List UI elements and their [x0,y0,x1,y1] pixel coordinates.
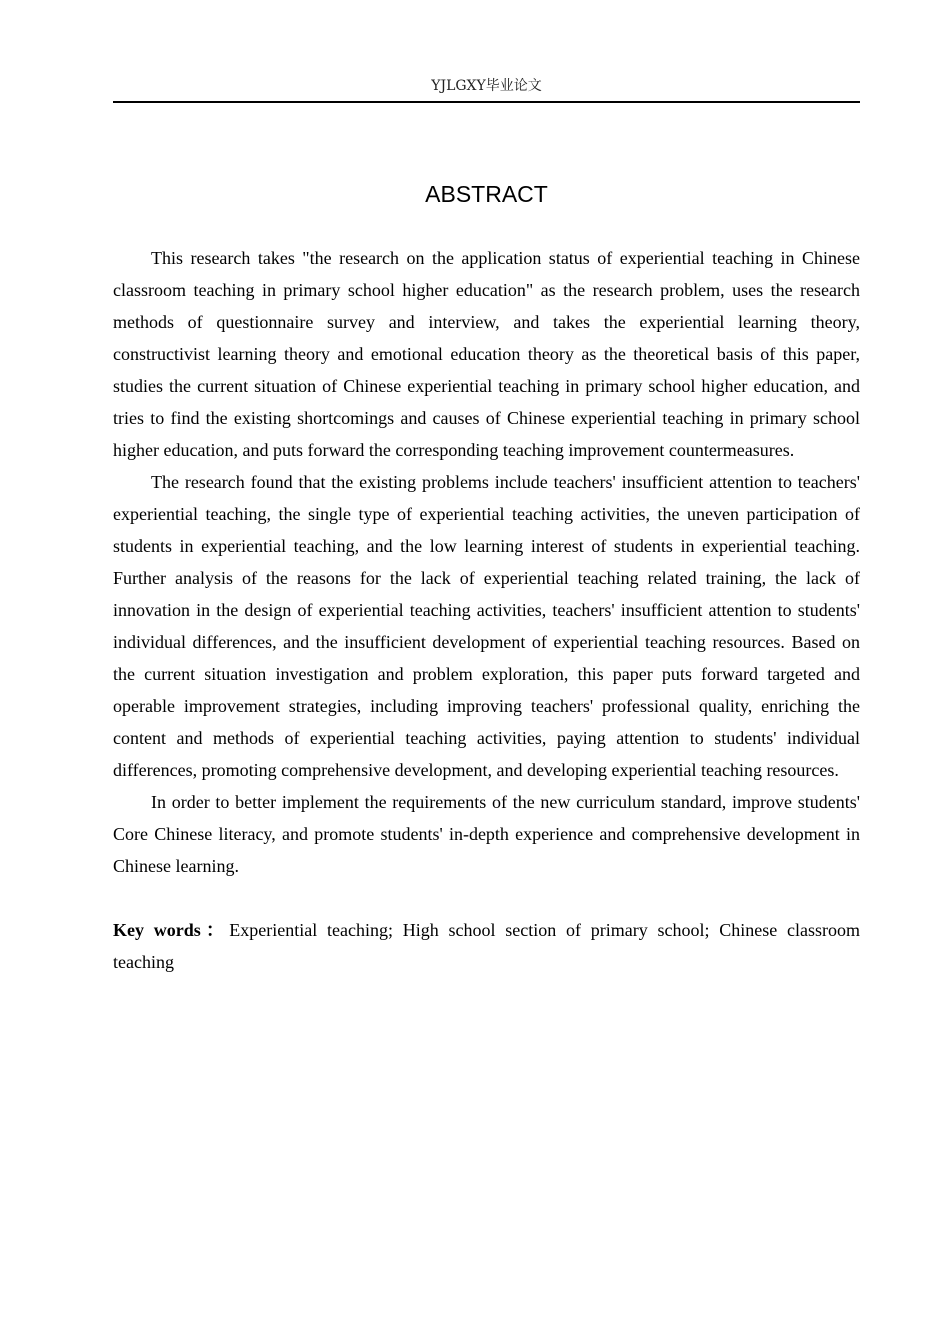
keywords-line [113,914,860,978]
abstract-paragraph-3: In order to better implement the requirements of the new curriculum standard, improve students' Core Chinese literacy, and promote students' in-depth experience and comprehensive development in Chinese learning. [113,792,860,876]
abstract-paragraph-1: This research takes "the research on the application status of experiential teaching in Chinese classroom teaching in primary school higher education" as the research problem, uses the research methods of questionnaire survey and interview, and takes the experiential learning theory, constructivist learning theory and emotional education theory as the theoretical basis of this paper, studies the current situation of Chinese experiential teaching in primary school higher education, and tries to find the existing shortcomings and causes of Chinese experiential teaching in primary school higher education, and puts forward the corresponding teaching improvement countermeasures. [113,248,860,460]
page-header: YJLGXY毕业论文 [113,76,860,103]
keywords-label: Key words： [113,920,230,940]
keywords-text: Experiential teaching; High school section of primary school; Chinese classroom teaching [113,920,860,972]
abstract-title: ABSTRACT [425,181,548,207]
abstract-body [113,242,860,978]
abstract-paragraph-2: The research found that the existing problems include teachers' insufficient attention to teachers' experiential teaching, the single type of experiential teaching activities, the uneven participation of students in experiential teaching, and the low learning interest of students in experiential teaching. Further analysis of the reasons for the lack of experiential teaching related training, the lack of innovation in the design of experiential teaching activities, teachers' insufficient attention to students' individual differences, and the insufficient development of experiential teaching resources. Based on the current situation investigation and problem exploration, this paper puts forward targeted and operable improvement strategies, including improving teachers' professional quality, enriching the content and methods of experiential teaching activities, paying attention to students' individual differences, promoting comprehensive development, and developing experiential teaching resources. [113,472,860,780]
